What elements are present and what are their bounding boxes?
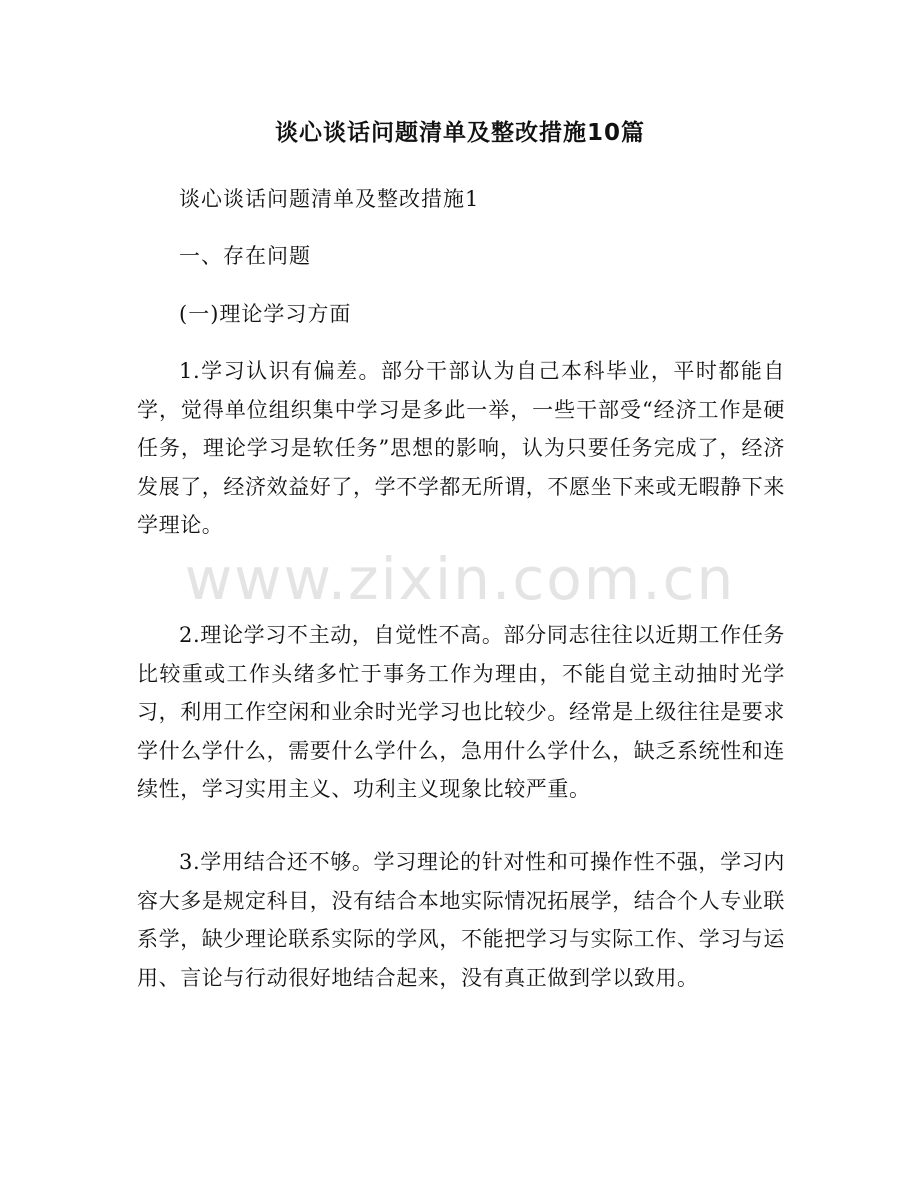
paragraph-2: 2.理论学习不主动，自觉性不高。部分同志往往以近期工作任务比较重或工作头绪多忙于事务工作为理由，不能自觉主动抽时光学习，利用工作空闲和业余时光学习也比较少。经常是上级往往是要求学什么学什么，需要什么学什么，急用什么学什么，缺乏系统性和连续性，学习实用主义、功利主义现象比较严重。 — [137, 623, 785, 801]
section-title: 谈心谈话问题清单及整改措施1 — [179, 187, 480, 211]
watermark: www.zixin.com.cn — [184, 545, 736, 613]
sub-heading: (一)理论学习方面 — [179, 302, 352, 326]
paragraph-1: 1.学习认识有偏差。部分干部认为自己本科毕业，平时都能自学，觉得单位组织集中学习是多此一举，一些干部受“经济工作是硬任务，理论学习是软任务”思想的影响，认为只要任务完成了，经济发展了，经济效益好了，学不学都无所谓，不愿坐下来或无暇静下来学理论。 — [137, 359, 785, 537]
document-title: 谈心谈话问题清单及整改措施10篇 — [274, 120, 645, 146]
paragraph-3: 3.学用结合还不够。学习理论的针对性和可操作性不强，学习内容大多是规定科目，没有结合本地实际情况拓展学，结合个人专业联系学，缺少理论联系实际的学风，不能把学习与实际工作、学习与运用、言论与行动很好地结合起来，没有真正做到学以致用。 — [137, 850, 785, 990]
part-heading: 一、存在问题 — [179, 244, 311, 268]
